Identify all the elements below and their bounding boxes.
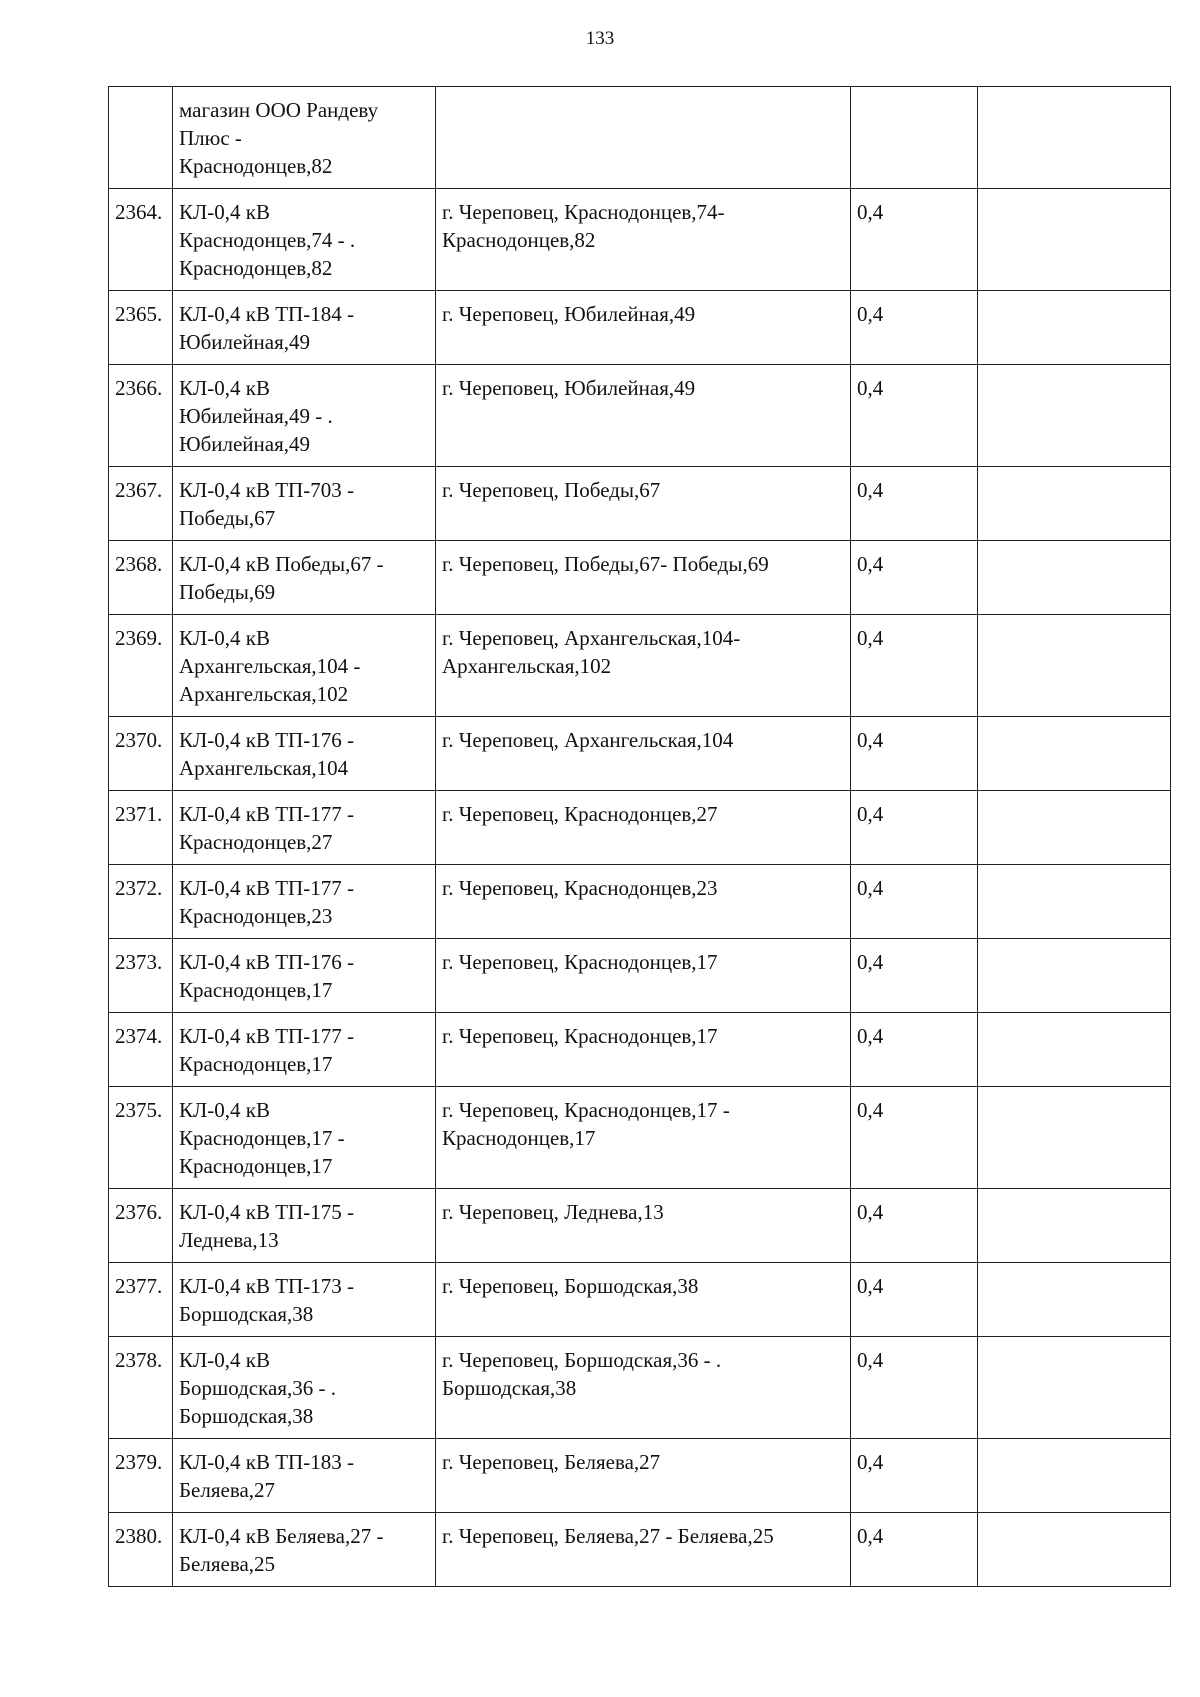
line-address: г. Череповец, Краснодонцев,23: [436, 865, 851, 939]
table-row: [109, 1087, 1171, 1189]
line-name: КЛ-0,4 кВ ТП-184 - Юбилейная,49: [173, 291, 436, 365]
line-name: магазин ООО Рандеву Плюс - Краснодонцев,82: [173, 87, 436, 189]
line-name: КЛ-0,4 кВ ТП-177 - Краснодонцев,27: [173, 791, 436, 865]
extra-cell: [978, 865, 1171, 939]
extra-cell: [978, 1337, 1171, 1439]
extra-cell: [978, 717, 1171, 791]
line-address: г. Череповец, Краснодонцев,17: [436, 939, 851, 1013]
line-name: КЛ-0,4 кВ Победы,67 - Победы,69: [173, 541, 436, 615]
extra-cell: [978, 189, 1171, 291]
row-number: 2365.: [109, 291, 173, 365]
extra-cell: [978, 365, 1171, 467]
extra-cell: [978, 791, 1171, 865]
line-address: г. Череповец, Краснодонцев,74- Краснодонцев,82: [436, 189, 851, 291]
line-address: г. Череповец, Победы,67: [436, 467, 851, 541]
table-row: [109, 541, 1171, 615]
table-row: [109, 87, 1171, 189]
table-row: [109, 791, 1171, 865]
line-address: г. Череповец, Краснодонцев,17 - Краснодонцев,17: [436, 1087, 851, 1189]
line-address: г. Череповец, Архангельская,104- Архангельская,102: [436, 615, 851, 717]
row-number: 2370.: [109, 717, 173, 791]
table-row: [109, 1513, 1171, 1587]
line-address: г. Череповец, Юбилейная,49: [436, 365, 851, 467]
row-number: 2377.: [109, 1263, 173, 1337]
extra-cell: [978, 1513, 1171, 1587]
page-number: 133: [585, 28, 615, 49]
table-body: [109, 87, 1171, 1587]
extra-cell: [978, 1439, 1171, 1513]
line-name: КЛ-0,4 кВ Беляева,27 - Беляева,25: [173, 1513, 436, 1587]
row-number: 2364.: [109, 189, 173, 291]
line-voltage: 0,4: [851, 365, 978, 467]
extra-cell: [978, 1087, 1171, 1189]
line-name: КЛ-0,4 кВ Краснодонцев,17 - Краснодонцев,17: [173, 1087, 436, 1189]
line-address: г. Череповец, Краснодонцев,17: [436, 1013, 851, 1087]
row-number: 2369.: [109, 615, 173, 717]
row-number: 2380.: [109, 1513, 173, 1587]
table-row: [109, 615, 1171, 717]
row-number: 2379.: [109, 1439, 173, 1513]
line-name: КЛ-0,4 кВ ТП-173 - Боршодская,38: [173, 1263, 436, 1337]
line-address: г. Череповец, Боршодская,36 - . Боршодская,38: [436, 1337, 851, 1439]
line-voltage: 0,4: [851, 615, 978, 717]
line-address: [436, 87, 851, 189]
row-number: [109, 87, 173, 189]
line-voltage: 0,4: [851, 1189, 978, 1263]
line-address: г. Череповец, Архангельская,104: [436, 717, 851, 791]
row-number: 2366.: [109, 365, 173, 467]
line-voltage: 0,4: [851, 1087, 978, 1189]
table-row: [109, 189, 1171, 291]
row-number: 2372.: [109, 865, 173, 939]
table-row: [109, 1013, 1171, 1087]
row-number: 2378.: [109, 1337, 173, 1439]
extra-cell: [978, 615, 1171, 717]
line-voltage: 0,4: [851, 189, 978, 291]
line-voltage: 0,4: [851, 291, 978, 365]
row-number: 2374.: [109, 1013, 173, 1087]
extra-cell: [978, 1013, 1171, 1087]
line-name: КЛ-0,4 кВ Юбилейная,49 - . Юбилейная,49: [173, 365, 436, 467]
line-voltage: 0,4: [851, 717, 978, 791]
line-name: КЛ-0,4 кВ Архангельская,104 - Архангельская,102: [173, 615, 436, 717]
row-number: 2375.: [109, 1087, 173, 1189]
line-name: КЛ-0,4 кВ ТП-176 - Архангельская,104: [173, 717, 436, 791]
row-number: 2373.: [109, 939, 173, 1013]
line-address: г. Череповец, Леднева,13: [436, 1189, 851, 1263]
line-name: КЛ-0,4 кВ ТП-175 - Леднева,13: [173, 1189, 436, 1263]
line-name: КЛ-0,4 кВ Краснодонцев,74 - . Краснодонцев,82: [173, 189, 436, 291]
extra-cell: [978, 467, 1171, 541]
line-voltage: 0,4: [851, 1013, 978, 1087]
table-row: [109, 865, 1171, 939]
row-number: 2376.: [109, 1189, 173, 1263]
line-name: КЛ-0,4 кВ ТП-177 - Краснодонцев,17: [173, 1013, 436, 1087]
line-voltage: 0,4: [851, 791, 978, 865]
row-number: 2371.: [109, 791, 173, 865]
line-address: г. Череповец, Юбилейная,49: [436, 291, 851, 365]
line-address: г. Череповец, Боршодская,38: [436, 1263, 851, 1337]
extra-cell: [978, 541, 1171, 615]
extra-cell: [978, 939, 1171, 1013]
table-row: [109, 717, 1171, 791]
line-address: г. Череповец, Победы,67- Победы,69: [436, 541, 851, 615]
table-row: [109, 1189, 1171, 1263]
line-name: КЛ-0,4 кВ ТП-183 - Беляева,27: [173, 1439, 436, 1513]
line-address: г. Череповец, Беляева,27: [436, 1439, 851, 1513]
line-name: КЛ-0,4 кВ Боршодская,36 - . Боршодская,38: [173, 1337, 436, 1439]
table-row: [109, 291, 1171, 365]
line-voltage: 0,4: [851, 865, 978, 939]
row-number: 2367.: [109, 467, 173, 541]
extra-cell: [978, 1189, 1171, 1263]
line-voltage: 0,4: [851, 939, 978, 1013]
line-voltage: 0,4: [851, 1439, 978, 1513]
line-voltage: 0,4: [851, 467, 978, 541]
line-voltage: 0,4: [851, 541, 978, 615]
line-voltage: 0,4: [851, 1513, 978, 1587]
table-row: [109, 365, 1171, 467]
line-name: КЛ-0,4 кВ ТП-177 - Краснодонцев,23: [173, 865, 436, 939]
table-row: [109, 939, 1171, 1013]
row-number: 2368.: [109, 541, 173, 615]
line-name: КЛ-0,4 кВ ТП-176 - Краснодонцев,17: [173, 939, 436, 1013]
line-name: КЛ-0,4 кВ ТП-703 - Победы,67: [173, 467, 436, 541]
table-row: [109, 1439, 1171, 1513]
line-voltage: 0,4: [851, 1263, 978, 1337]
table-row: [109, 1337, 1171, 1439]
line-voltage: 0,4: [851, 1337, 978, 1439]
line-voltage: [851, 87, 978, 189]
table-row: [109, 467, 1171, 541]
cable-line-table: [108, 86, 1171, 1587]
line-address: г. Череповец, Краснодонцев,27: [436, 791, 851, 865]
table-row: [109, 1263, 1171, 1337]
extra-cell: [978, 1263, 1171, 1337]
line-address: г. Череповец, Беляева,27 - Беляева,25: [436, 1513, 851, 1587]
extra-cell: [978, 87, 1171, 189]
extra-cell: [978, 291, 1171, 365]
